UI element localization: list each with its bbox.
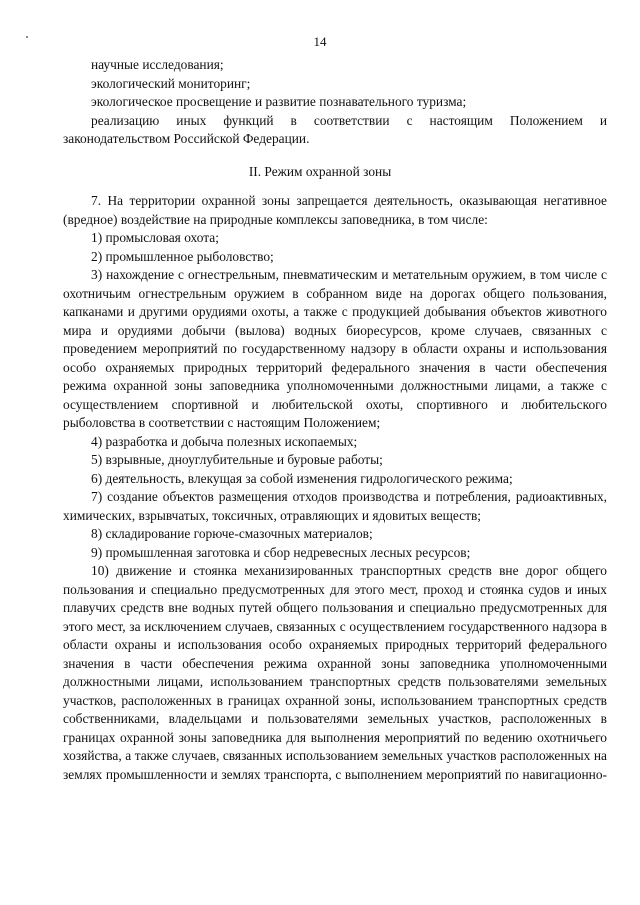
paragraph-7-intro: 7. На территории охранной зоны запрещается деятельность, оказывающая негативное (вредное) воздействие на природные комплексы заповедника, в том числе:: [63, 193, 607, 227]
list-item: 2) промышленное рыболовство;: [91, 248, 274, 264]
list-item: 8) складирование горюче-смазочных материалов;: [91, 526, 373, 541]
page-number: 14: [313, 34, 327, 49]
section-body: [63, 192, 607, 784]
list-item: 7) создание объектов размещения отходов производства и потребления, радиоактивных, химических, взрывчатых, токсичных, отравляющих и ядовитых веществ;: [63, 489, 607, 523]
list-item: 4) разработка и добыча полезных ископаемых;: [91, 433, 358, 449]
intro-item: реализацию иных функций в соответствии с настоящим Положением и законодательством Российской Федерации.: [63, 112, 607, 146]
section-title: II. Режим охранной зоны: [248, 164, 392, 179]
list-item: 5) взрывные, дноуглубительные и буровые работы;: [91, 452, 383, 467]
intro-list: [63, 56, 607, 149]
list-item: 10) движение и стоянка механизированных транспортных средств вне дорог общего пользования и специально предусмотренных для этого мест, проход и стоянка судов и иных плавучих средств вне водных путей общего пользования и специально предусмотренных для этого мест, за исключением случаев, связанных с осуществлением государственного надзора в области охраны и использования особо охраняемых природных территорий федерального значения в части обеспечения режима охранной зоны заповедника уполномоченными должностными лицами, использованием транспортных средств пользователями земельных участков, расположенных в границах охранной зоны, использованием транспортных средств собственниками, владельцами и пользователями земельных участков, расположенных в границах охранной зоны заповедника для выполнения мероприятий по ведению охотничьего хозяйства, а также случаев, связанных использованием земельных участков расположенных на землях промышленности и землях транспорта, с выполнением мероприятий по навигационно-: [63, 563, 607, 782]
intro-item: экологический мониторинг;: [91, 75, 251, 91]
intro-item: экологическое просвещение и развитие познавательного туризма;: [91, 94, 467, 109]
list-item: 9) промышленная заготовка и сбор недревесных лесных ресурсов;: [91, 544, 471, 560]
list-item: 6) деятельность, влекущая за собой изменения гидрологического режима;: [91, 470, 513, 486]
list-item: 1) промысловая охота;: [91, 230, 219, 245]
intro-item: научные исследования;: [91, 57, 224, 72]
list-item: 3) нахождение с огнестрельным, пневматическим и метательным оружием, в том числе с охотничьим огнестрельным оружием в собранном виде на дорогах общего пользования, капканами и другими орудиями охоты, а также с продукцией добывания объектов животного мира и орудиями добычи (вылова) водных биоресурсов, кроме случаев, связанных с проведением мероприятий по государственному надзору в области охраны и использования особо охраняемых природных территорий федерального значения в части обеспечения режима охранной зоны заповедника уполномоченными должностными лицами, а также с осуществлением спортивной и любительской охоты, спортивного и любительского рыболовства в соответствии с настоящим Положением;: [63, 267, 607, 430]
